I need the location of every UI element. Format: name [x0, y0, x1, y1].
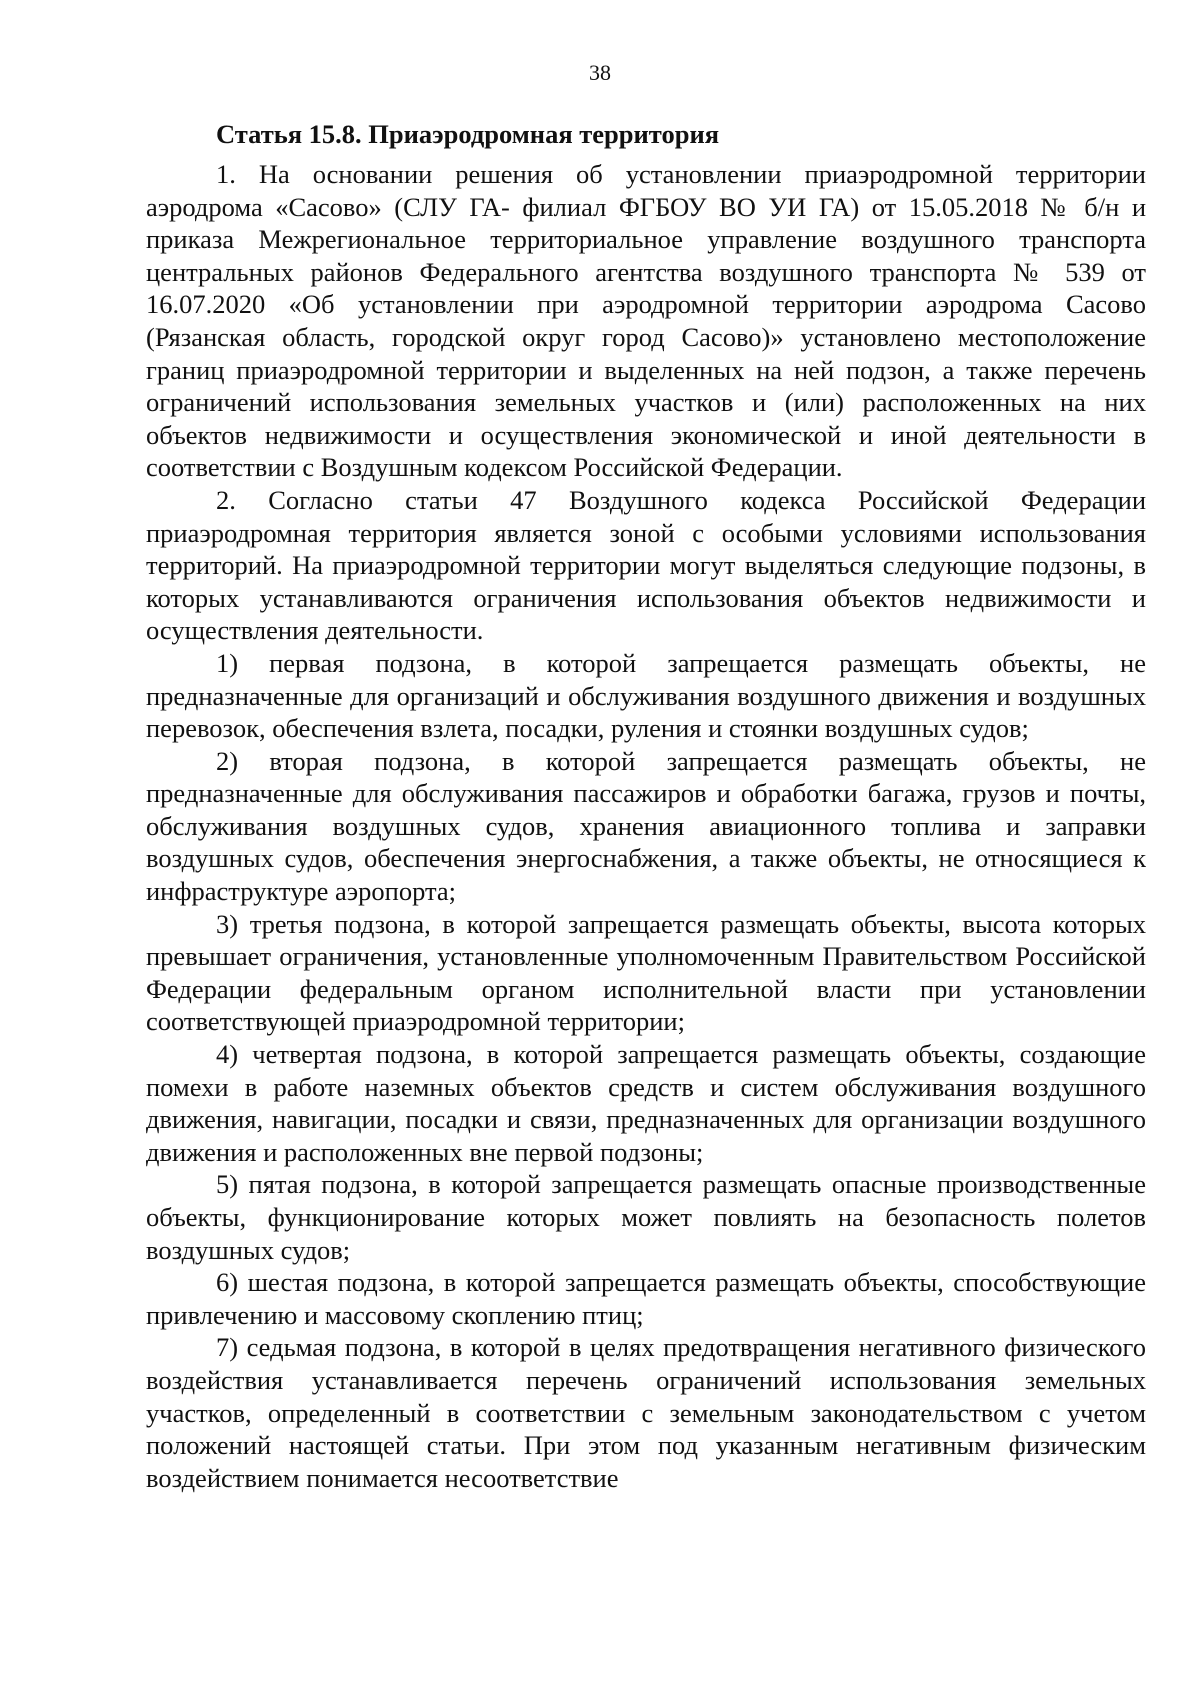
- list-item-subzone-3: 3) третья подзона, в которой запрещается размещать объекты, высота которых превышает ограничения, установленные уполномоченным Правительством Российской Федерации федеральным органом исполнительной власти при установлении соответствующей приаэродромной территории;: [146, 908, 1146, 1037]
- article-title: Статья 15.8. Приаэродромная территория: [216, 119, 720, 149]
- list-item-subzone-1: 1) первая подзона, в которой запрещается размещать объекты, не предназначенные для организаций и обслуживания воздушного движения и воздушных перевозок, обеспечения взлета, посадки, руления и стоянки воздушных судов;: [146, 647, 1146, 744]
- list-item-subzone-6: 6) шестая подзона, в которой запрещается размещать объекты, способствующие привлечению и массовому скоплению птиц;: [146, 1267, 1146, 1330]
- list-item-subzone-2: 2) вторая подзона, в которой запрещается размещать объекты, не предназначенные для обслуживания пассажиров и обработки багажа, грузов и почты, обслуживания воздушных судов, хранения авиационного топлива и заправки воздушных судов, обеспечения энергоснабжения, а также объекты, не относящиеся к инфраструктуре аэропорта;: [146, 745, 1146, 907]
- page-number: 38: [589, 60, 611, 85]
- paragraph-1: 1. На основании решения об установлении приаэродромной территории аэродрома «Сасово» (СЛУ ГА- филиал ФГБОУ ВО УИ ГА) от 15.05.2018 № б/н и приказа Межрегиональное территориальное управление воздушного транспорта центральных районов Федерального агентства воздушного транспорта № 539 от 16.07.2020 «Об установлении при аэродромной территории аэродрома Сасово (Рязанская область, городской округ город Сасово)» установлено местоположение границ приаэродромной территории и выделенных на ней подзон, а также перечень ограничений использования земельных участков и (или) расположенных на них объектов недвижимости и осуществления экономической и иной деятельности в соответствии с Воздушным кодексом Российской Федерации.: [146, 159, 1146, 483]
- list-item-subzone-4: 4) четвертая подзона, в которой запрещается размещать объекты, создающие помехи в работе наземных объектов средств и систем обслуживания воздушного движения, навигации, посадки и связи, предназначенных для организации воздушного движения и расположенных вне первой подзоны;: [146, 1039, 1146, 1167]
- paragraph-2: 2. Согласно статьи 47 Воздушного кодекса Российской Федерации приаэродромная территория является зоной с особыми условиями использования территорий. На приаэродромной территории могут выделяться следующие подзоны, в которых устанавливаются ограничения использования объектов недвижимости и осуществления деятельности.: [146, 484, 1146, 646]
- document-body: [146, 118, 1146, 1494]
- list-item-subzone-7: 7) седьмая подзона, в которой в целях предотвращения негативного физического воздействия устанавливается перечень ограничений использования земельных участков, определенный в соответствии с земельным законодательством с учетом положений настоящей статьи. При этом под указанным негативным физическим воздействием понимается несоответствие: [146, 1332, 1146, 1493]
- list-item-subzone-5: 5) пятая подзона, в которой запрещается размещать опасные производственные объекты, функционирование которых может повлиять на безопасность полетов воздушных судов;: [146, 1169, 1146, 1265]
